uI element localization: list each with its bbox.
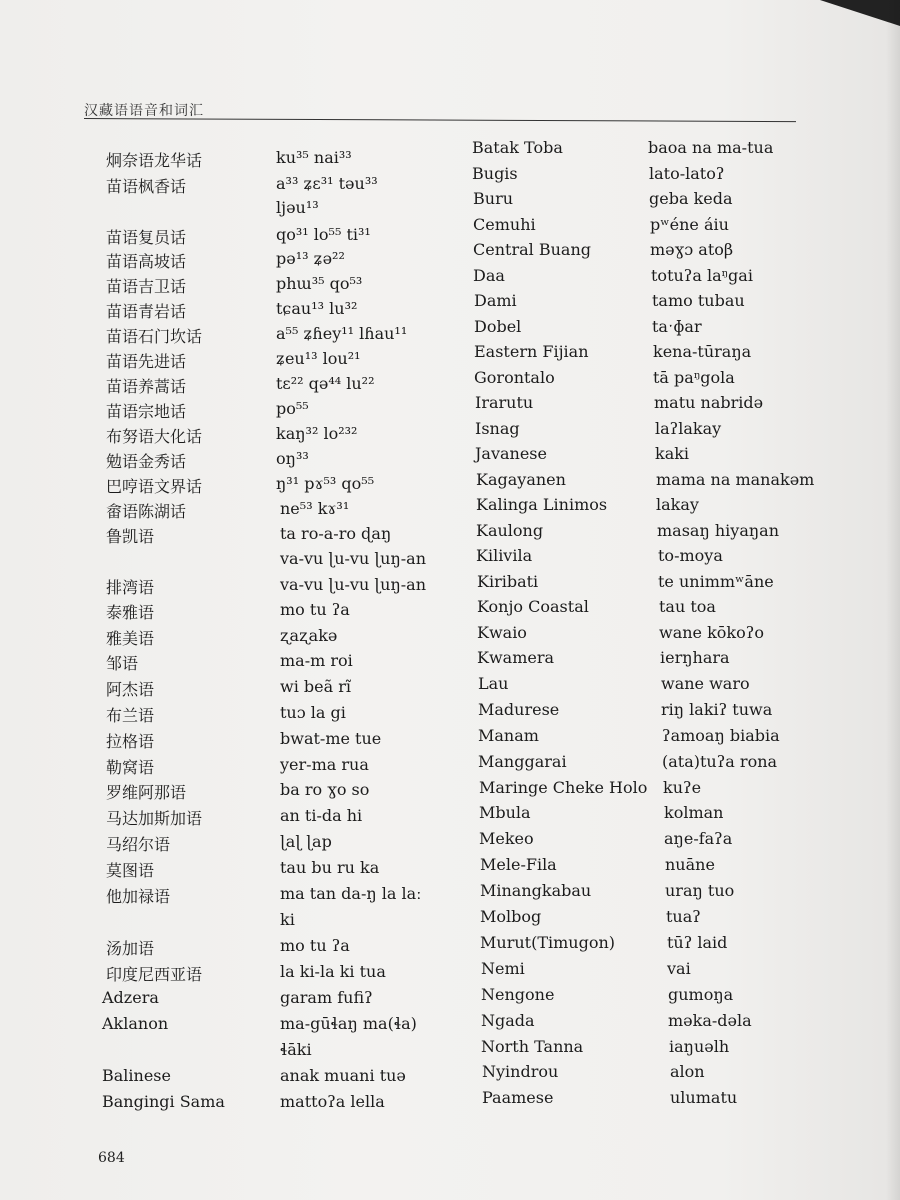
- language-name: Manggarai: [478, 751, 567, 771]
- language-name: 苗语宗地话: [106, 402, 187, 421]
- language-name: Dami: [474, 291, 517, 310]
- word-form: ʑeu¹³ lou²¹: [276, 349, 361, 368]
- language-name: 炯奈语龙华话: [106, 151, 203, 170]
- language-name: 马绍尔语: [106, 835, 171, 854]
- word-form: mattoʔa lella: [280, 1092, 385, 1111]
- word-form: ʔamoaŋ biabia: [662, 725, 780, 745]
- language-name: 畲语陈湖话: [106, 502, 187, 521]
- word-form: ne⁵³ kɤ³¹: [280, 499, 350, 518]
- word-form: alon: [670, 1062, 705, 1082]
- language-name: 勉语金秀话: [106, 452, 187, 471]
- language-name: Nyindrou: [482, 1062, 559, 1082]
- word-form: matu nabridə: [654, 393, 764, 412]
- language-name: Kwamera: [477, 648, 555, 667]
- word-form: an ti-da hi: [280, 806, 363, 825]
- language-name: Bugis: [472, 163, 518, 183]
- word-form: te unimmʷāne: [658, 571, 774, 591]
- word-form: to-moya: [658, 546, 723, 565]
- word-form: ljəu¹³: [276, 198, 319, 217]
- language-name: 苗语枫香话: [106, 177, 187, 196]
- language-name: Manam: [478, 725, 539, 745]
- word-form: tɕau¹³ lu³²: [276, 299, 358, 318]
- language-name: 拉格语: [106, 732, 155, 751]
- word-form: aŋe-faʔa: [664, 829, 733, 849]
- language-name: 汤加语: [106, 939, 155, 958]
- word-form: ki: [280, 910, 295, 929]
- language-name: Javanese: [475, 444, 547, 463]
- word-form: ku³⁵ nai³³: [276, 148, 352, 167]
- language-name: Nemi: [481, 958, 525, 978]
- language-name: 苗语石门坎话: [106, 327, 203, 346]
- language-name: Murut(Timugon): [480, 932, 615, 952]
- language-name: Minangkabau: [480, 881, 592, 901]
- word-form: tuɔ la gi: [280, 703, 346, 722]
- word-form: anak muani tuə: [280, 1066, 406, 1085]
- word-form: ma-gūɬaŋ ma(ɬa): [280, 1014, 417, 1033]
- word-form: masaŋ hiyaŋan: [657, 520, 779, 540]
- language-name: Nengone: [481, 984, 555, 1004]
- language-name: Ngada: [481, 1010, 535, 1030]
- word-form: a³³ ʑɛ³¹ təu³³: [276, 174, 378, 193]
- word-form: (ata)tuʔa rona: [662, 751, 778, 771]
- word-form: kuʔe: [663, 777, 702, 797]
- running-header: 汉藏语语音和词汇: [84, 103, 204, 119]
- language-name: 马达加斯加语: [106, 809, 203, 828]
- word-form: laʔlakay: [655, 418, 722, 438]
- language-name: Aklanon: [102, 1014, 169, 1033]
- language-name: 苗语青岩话: [106, 302, 187, 321]
- language-name: Bangingi Sama: [102, 1092, 225, 1111]
- language-name: Kalinga Linimos: [476, 495, 608, 514]
- word-form: mama na manakəm: [656, 469, 815, 489]
- language-name: Isnag: [475, 418, 520, 438]
- language-name: Gorontalo: [474, 367, 555, 387]
- word-form: wane waro: [661, 673, 750, 693]
- language-name: Mbula: [479, 803, 531, 823]
- language-name: Mekeo: [479, 829, 534, 849]
- language-name: Adzera: [102, 988, 159, 1007]
- word-form: ma tan da-ŋ la laː: [280, 884, 422, 903]
- word-form: ʐaʐakə: [280, 626, 338, 645]
- word-form: pə¹³ ʑə²²: [276, 249, 345, 268]
- word-form: garam fufiʔ: [280, 988, 373, 1007]
- language-name: 勒窝语: [106, 758, 155, 777]
- language-name: 苗语养蒿话: [106, 377, 187, 396]
- word-form: wane kōkoʔo: [659, 622, 764, 642]
- page-number: 684: [98, 1150, 125, 1166]
- word-form: iaŋuəlh: [669, 1036, 730, 1056]
- language-name: Daa: [473, 265, 505, 285]
- word-form: tau bu ru ka: [280, 858, 380, 877]
- word-form: nuāne: [665, 855, 715, 875]
- word-form: kaki: [655, 444, 690, 463]
- language-name: Maringe Cheke Holo: [479, 777, 648, 797]
- word-form: tūʔ laid: [667, 932, 728, 952]
- word-form: kena-tūraŋa: [653, 342, 752, 361]
- word-form: bwat-me tue: [280, 729, 382, 748]
- language-name: Konjo Coastal: [477, 597, 589, 616]
- word-form: va-vu ɭu-vu ɭuŋ-an: [280, 549, 427, 568]
- word-form: pʷéne áiu: [650, 214, 729, 234]
- word-form: lato-latoʔ: [649, 163, 725, 183]
- word-form: mo tu ʔa: [280, 936, 350, 955]
- word-form: mo tu ʔa: [280, 600, 350, 619]
- language-name: 苗语复员话: [106, 228, 187, 247]
- language-name: 苗语先进话: [106, 352, 187, 371]
- language-name: 邹语: [106, 654, 139, 673]
- word-form: ierŋhara: [660, 648, 730, 667]
- language-name: Kiribati: [477, 571, 539, 591]
- word-form: ŋ³¹ pɤ⁵³ qo⁵⁵: [276, 474, 375, 493]
- language-name: Molbog: [480, 907, 542, 926]
- word-form: yer-ma rua: [280, 755, 369, 774]
- word-form: kolman: [664, 803, 724, 823]
- language-name: 布努语大化话: [106, 427, 203, 446]
- word-form: totuʔa laᵑgai: [651, 265, 753, 285]
- word-form: gumoŋa: [668, 984, 734, 1004]
- word-form: məka-dəla: [668, 1010, 752, 1030]
- word-form: ulumatu: [670, 1088, 738, 1108]
- language-name: 雅美语: [106, 629, 155, 648]
- language-name: Kagayanen: [476, 469, 566, 489]
- language-name: 他加禄语: [106, 887, 171, 906]
- word-form: ba ro ɣo so: [280, 780, 370, 799]
- language-name: Central Buang: [473, 240, 591, 259]
- language-name: Kaulong: [476, 520, 544, 540]
- language-name: 苗语吉卫话: [106, 277, 187, 296]
- word-form: qo³¹ lo⁵⁵ ti³¹: [276, 225, 371, 244]
- language-name: 苗语高坡话: [106, 252, 187, 271]
- word-form: ɭaɭ ɭap: [280, 832, 332, 851]
- word-form: taˑɸar: [652, 316, 702, 336]
- word-form: tɛ²² qə⁴⁴ lu²²: [276, 374, 375, 393]
- language-name: Kilivila: [476, 546, 533, 565]
- language-name: Kwaio: [477, 622, 527, 642]
- word-form: vai: [667, 958, 691, 978]
- language-name: Mele-Fila: [480, 855, 557, 875]
- language-name: Dobel: [474, 316, 522, 336]
- word-form: uraŋ tuo: [665, 881, 735, 901]
- language-name: 罗维阿那语: [106, 783, 187, 802]
- word-form: va-vu ɭu-vu ɭuŋ-an: [280, 575, 427, 594]
- language-name: Irarutu: [475, 393, 534, 412]
- word-form: la ki-la ki tua: [280, 962, 386, 981]
- word-form: baoa na ma-tua: [648, 138, 774, 157]
- language-name: 鲁凯语: [106, 527, 155, 546]
- word-form: po⁵⁵: [276, 399, 309, 418]
- word-form: a⁵⁵ ʑɦey¹¹ lɦau¹¹: [276, 324, 408, 343]
- word-form: riŋ lakiʔ tuwa: [661, 699, 773, 719]
- header-rule: [84, 118, 796, 122]
- language-name: 泰雅语: [106, 603, 155, 622]
- word-form: tā paᵑgola: [653, 367, 735, 387]
- language-name: Buru: [473, 189, 514, 208]
- word-form: wi beã rĩ: [280, 677, 351, 696]
- language-name: Batak Toba: [472, 138, 563, 157]
- word-form: ma-m roi: [280, 651, 353, 670]
- language-name: 莫图语: [106, 861, 155, 880]
- language-name: North Tanna: [481, 1036, 584, 1056]
- language-name: 印度尼西亚语: [106, 965, 203, 984]
- language-name: 排湾语: [106, 578, 155, 597]
- word-form: məɣɔ atoβ: [650, 240, 734, 259]
- language-name: 布兰语: [106, 706, 155, 725]
- word-form: phɯ³⁵ qo⁵³: [276, 274, 363, 293]
- word-form: tau toa: [659, 597, 716, 616]
- word-form: lakay: [656, 495, 699, 514]
- word-form: ɬāki: [280, 1040, 312, 1059]
- language-name: Eastern Fijian: [474, 342, 589, 361]
- language-name: Madurese: [478, 699, 560, 719]
- language-name: Balinese: [102, 1066, 171, 1085]
- page-edge-shadow: [886, 0, 900, 1200]
- word-form: tuaʔ: [666, 907, 701, 926]
- word-form: tamo tubau: [652, 291, 745, 310]
- word-form: kaŋ³² lo²³²: [276, 424, 358, 443]
- word-form: geba keda: [649, 189, 733, 208]
- language-name: 巴哼语文界话: [106, 477, 203, 496]
- word-form: ta ro-a-ro ɖaŋ: [280, 524, 392, 543]
- word-form: oŋ³³: [276, 449, 309, 468]
- language-name: 阿杰语: [106, 680, 155, 699]
- language-name: Cemuhi: [473, 214, 536, 234]
- language-name: Paamese: [482, 1088, 554, 1108]
- language-name: Lau: [478, 673, 509, 693]
